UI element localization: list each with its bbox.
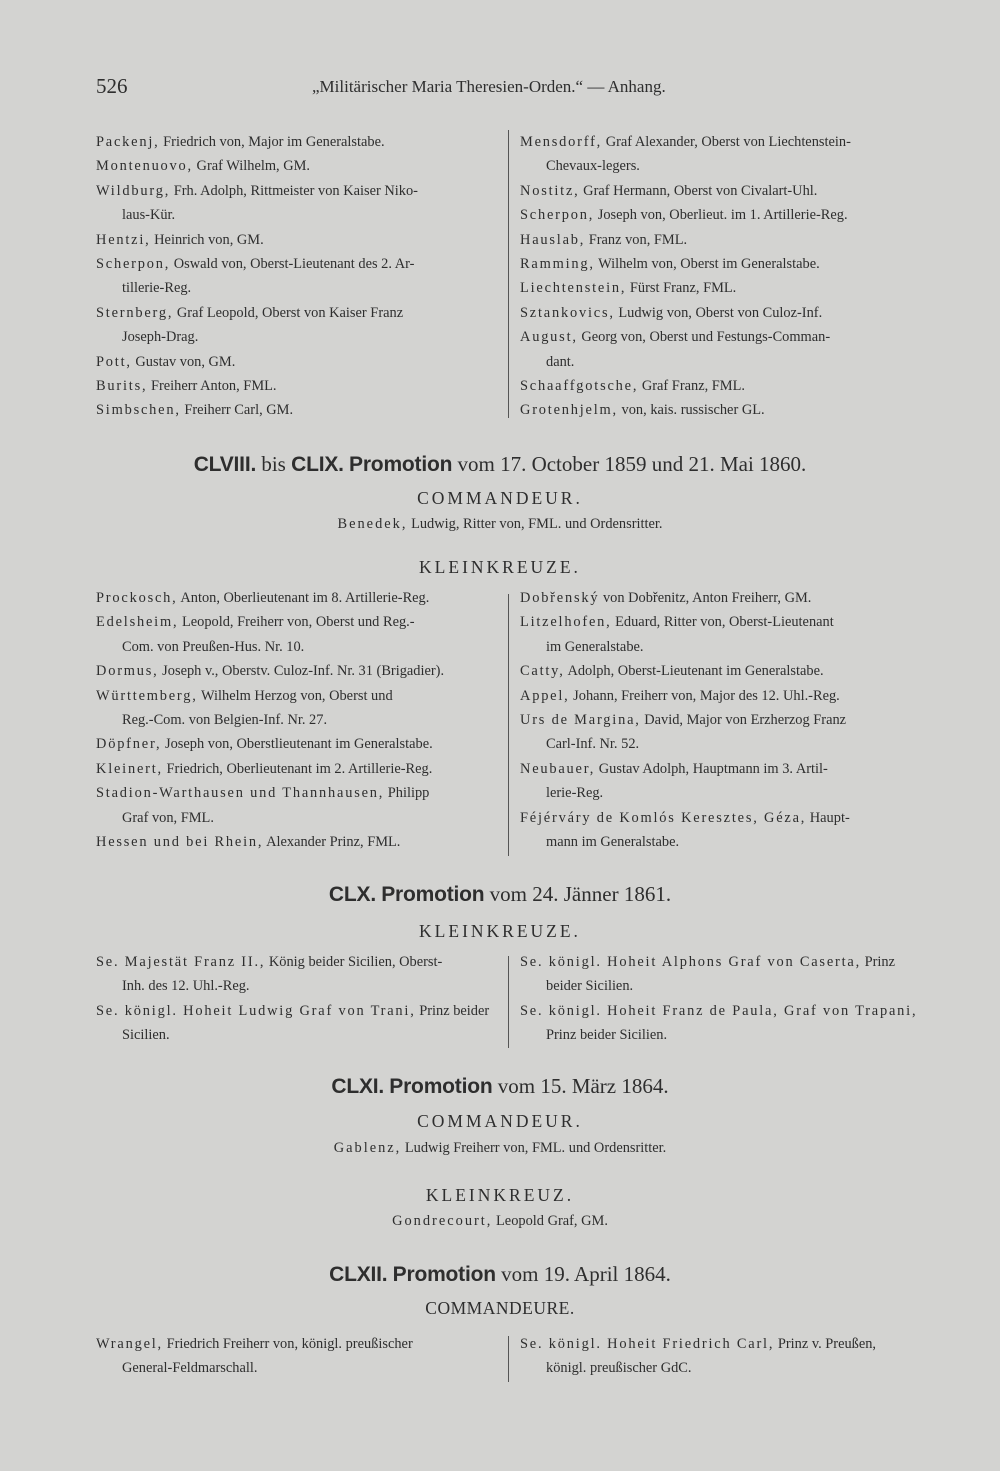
entry-text: Graf Wilhelm, GM. bbox=[192, 158, 311, 175]
entry-name: Stadion-Warthausen und Thannhausen, bbox=[96, 785, 385, 802]
list-entry bbox=[96, 610, 496, 659]
entry-name: Se. königl. Hoheit Friedrich Carl, bbox=[520, 1336, 775, 1352]
entry-name: Gablenz, bbox=[333, 1140, 402, 1156]
list-column-left bbox=[96, 586, 496, 854]
entry-text: Friedrich von, Major im Generalstabe. bbox=[159, 134, 385, 150]
list-entry bbox=[96, 950, 496, 999]
list-column-left bbox=[96, 130, 496, 423]
entry-text: Haupt- bbox=[806, 809, 850, 826]
entry-continuation: im Generalstabe. bbox=[546, 638, 644, 655]
list-entry bbox=[520, 950, 918, 999]
list-entry bbox=[520, 1332, 918, 1381]
list-block-1 bbox=[96, 130, 918, 430]
commandeur-entry bbox=[0, 516, 1000, 533]
list-entry bbox=[520, 684, 918, 708]
entry-text: Wilhelm von, Oberst im Generalstabe. bbox=[594, 256, 820, 273]
promotion-date: vom 19. April 1864. bbox=[501, 1262, 671, 1286]
entry-name: Se. königl. Hoheit Ludwig Graf von Trani, bbox=[96, 1002, 416, 1019]
entry-text: Gustav Adolph, Hauptmann im 3. Artil- bbox=[595, 760, 828, 777]
entry-text: Graf Franz, FML. bbox=[638, 378, 745, 395]
entry-name: Se. königl. Hoheit Alphons Graf von Caserta, bbox=[520, 954, 861, 970]
list-entry bbox=[96, 398, 496, 422]
list-entry bbox=[96, 154, 496, 178]
entry-name: Edelsheim, bbox=[96, 614, 179, 631]
list-column-left bbox=[96, 950, 496, 1048]
section-heading-clxi bbox=[0, 1074, 1000, 1099]
entry-continuation: Inh. des 12. Uhl.-Reg. bbox=[122, 978, 250, 995]
entry-text: Prinz v. Preußen, bbox=[774, 1336, 877, 1352]
entry-text: Leopold Graf, GM. bbox=[496, 1213, 608, 1229]
list-entry bbox=[520, 203, 918, 227]
list-column-right bbox=[520, 130, 918, 423]
entry-text: Prinz bbox=[861, 954, 895, 970]
promotion-word: Promotion bbox=[349, 453, 453, 476]
entry-text: Friedrich Freiherr von, königl. preußischer bbox=[162, 1336, 413, 1352]
section-heading-clviii bbox=[0, 452, 1000, 477]
entry-name: Scherpon, bbox=[96, 256, 171, 273]
list-entry bbox=[520, 374, 918, 398]
entry-text: Oswald von, Oberst-Lieutenant des 2. Ar- bbox=[170, 256, 415, 273]
list-entry bbox=[520, 610, 918, 659]
entry-name: Wrangel, bbox=[96, 1336, 163, 1352]
entry-name: Hessen und bei Rhein, bbox=[96, 834, 264, 851]
entry-text: Graf Hermann, Oberst von Civalart-Uhl. bbox=[579, 182, 818, 199]
entry-name: Dobřenský bbox=[520, 590, 600, 606]
entry-text: Joseph von, Oberlieut. im 1. Artillerie-Reg. bbox=[594, 207, 848, 224]
entry-continuation: Reg.-Com. von Belgien-Inf. Nr. 27. bbox=[122, 712, 328, 729]
entry-name: Prockosch, bbox=[96, 590, 178, 606]
entry-continuation: tillerie-Reg. bbox=[122, 280, 192, 297]
list-entry bbox=[520, 276, 918, 300]
entry-name: Sztankovics, bbox=[520, 304, 615, 321]
list-entry bbox=[96, 350, 496, 374]
list-entry bbox=[520, 806, 918, 855]
entry-name: Scherpon, bbox=[520, 207, 595, 224]
list-entry bbox=[520, 659, 918, 683]
entry-name: August, bbox=[520, 329, 578, 346]
entry-text: Adolph, Oberst-Lieutenant im Generalstabe. bbox=[564, 663, 824, 680]
entry-name: Montenuovo, bbox=[96, 158, 193, 175]
entry-name: Ramming, bbox=[520, 256, 595, 273]
entry-continuation: beider Sicilien. bbox=[546, 978, 634, 995]
entry-text: David, Major von Erzherzog Franz bbox=[640, 712, 847, 729]
list-entry bbox=[96, 659, 496, 683]
promotion-date: vom 24. Jänner 1861. bbox=[489, 882, 672, 906]
list-entry bbox=[96, 228, 496, 252]
promotion-word: Promotion bbox=[392, 1263, 496, 1286]
entry-text: Johann, Freiherr von, Major des 12. Uhl.-Reg. bbox=[569, 687, 840, 704]
list-column-right bbox=[520, 1332, 918, 1381]
entry-name: Packenj, bbox=[96, 134, 160, 150]
entry-continuation: dant. bbox=[546, 353, 575, 370]
list-entry bbox=[96, 830, 496, 854]
entry-text: Gustav von, GM. bbox=[131, 353, 236, 370]
entry-text: Fürst Franz, FML. bbox=[626, 280, 737, 297]
promotion-date: vom 15. März 1864. bbox=[497, 1074, 669, 1098]
entry-text: Franz von, FML. bbox=[585, 231, 688, 248]
list-entry bbox=[96, 252, 496, 301]
entry-name: Litzelhofen, bbox=[520, 614, 612, 631]
column-divider bbox=[508, 130, 509, 418]
entry-name: Neubauer, bbox=[520, 760, 596, 777]
list-entry bbox=[520, 586, 918, 610]
roman-numeral-b: CLIX. bbox=[291, 453, 344, 476]
section-heading-clx bbox=[0, 882, 1000, 907]
entry-name: Urs de Margina, bbox=[520, 712, 641, 729]
entry-text: Wilhelm Herzog von, Oberst und bbox=[197, 687, 393, 704]
entry-continuation: laus-Kür. bbox=[122, 207, 176, 224]
subheading-commandeure: COMMANDEURE. bbox=[425, 1298, 575, 1318]
list-entry bbox=[96, 301, 496, 350]
entry-text: Philipp bbox=[384, 785, 430, 802]
entry-text: Prinz beider bbox=[415, 1002, 490, 1019]
entry-name: Sternberg, bbox=[96, 304, 174, 321]
entry-name: Se. Majestät Franz II., bbox=[96, 954, 266, 970]
list-entry bbox=[520, 252, 918, 276]
list-entry bbox=[520, 398, 918, 422]
page-header bbox=[96, 74, 916, 104]
entry-text: Alexander Prinz, FML. bbox=[263, 834, 401, 851]
list-entry bbox=[520, 708, 918, 757]
entry-name: Simbschen, bbox=[96, 402, 181, 419]
list-entry bbox=[520, 228, 918, 252]
list-entry bbox=[520, 301, 918, 325]
section-heading-clxii bbox=[0, 1262, 1000, 1287]
entry-name: Grotenhjelm, bbox=[520, 402, 618, 419]
entry-name: Burits, bbox=[96, 378, 148, 395]
entry-text: Freiherr Anton, FML. bbox=[147, 378, 277, 395]
entry-name: Hauslab, bbox=[520, 231, 586, 248]
promotion-date: vom 17. October 1859 und 21. Mai 1860. bbox=[457, 452, 807, 476]
entry-text: Joseph von, Oberstlieutenant im Generalstabe. bbox=[161, 736, 433, 753]
commandeur-entry bbox=[0, 1140, 1000, 1157]
subheading-commandeur: COMMANDEUR. bbox=[417, 488, 583, 508]
entry-name: Féjérváry de Komlós Keresztes, Géza, bbox=[520, 809, 807, 826]
entry-text: Anton, Oberlieutenant im 8. Artillerie-Reg. bbox=[177, 590, 430, 606]
page-number: 526 bbox=[96, 74, 128, 98]
roman-numeral: CLXI. bbox=[331, 1075, 385, 1098]
entry-continuation: mann im Generalstabe. bbox=[546, 834, 680, 851]
entry-name: Wildburg, bbox=[96, 182, 171, 199]
list-block-2 bbox=[96, 586, 918, 856]
roman-numeral: CLX. bbox=[328, 883, 376, 906]
list-block-4 bbox=[96, 1332, 918, 1392]
list-entry bbox=[96, 684, 496, 733]
running-title: „Militärischer Maria Theresien-Orden.“ — Anhang. bbox=[312, 77, 666, 96]
entry-name: Kleinert, bbox=[96, 760, 163, 777]
list-entry bbox=[96, 374, 496, 398]
entry-name: Mensdorff, bbox=[520, 134, 603, 150]
list-entry bbox=[520, 130, 918, 179]
list-entry bbox=[96, 732, 496, 756]
entry-name: Appel, bbox=[520, 687, 570, 704]
list-column-left bbox=[96, 1332, 496, 1381]
subheading-kleinkreuze: KLEINKREUZE. bbox=[419, 557, 581, 577]
entry-name: Nostitz, bbox=[520, 182, 580, 199]
list-entry bbox=[96, 757, 496, 781]
list-entry bbox=[96, 130, 496, 154]
entry-text: von Dobřenitz, Anton Freiherr, GM. bbox=[599, 590, 812, 606]
entry-continuation: Com. von Preußen-Hus. Nr. 10. bbox=[122, 638, 305, 655]
list-entry bbox=[520, 757, 918, 806]
heading-connector: bis bbox=[261, 452, 286, 476]
promotion-word: Promotion bbox=[389, 1075, 493, 1098]
entry-name: Benedek, bbox=[337, 516, 408, 532]
list-block-3 bbox=[96, 950, 918, 1050]
entry-name: Pott, bbox=[96, 353, 132, 370]
list-entry bbox=[520, 999, 918, 1048]
entry-name: Württemberg, bbox=[96, 687, 198, 704]
list-entry bbox=[520, 325, 918, 374]
entry-continuation: Sicilien. bbox=[122, 1027, 170, 1044]
list-entry bbox=[520, 179, 918, 203]
entry-name: Hentzi, bbox=[96, 231, 151, 248]
entry-text: König beider Sicilien, Oberst- bbox=[265, 954, 443, 970]
entry-text: Leopold, Freiherr von, Oberst und Reg.- bbox=[178, 614, 415, 631]
entry-name: Schaaffgotsche, bbox=[520, 378, 639, 395]
promotion-word: Promotion bbox=[381, 883, 485, 906]
entry-name: Gondrecourt, bbox=[392, 1213, 493, 1229]
entry-continuation: lerie-Reg. bbox=[546, 785, 604, 802]
subheading-kleinkreuze: KLEINKREUZE. bbox=[419, 921, 581, 941]
list-entry bbox=[96, 781, 496, 830]
entry-text: Ludwig Freiherr von, FML. und Ordensritter. bbox=[404, 1140, 667, 1156]
list-entry bbox=[96, 179, 496, 228]
entry-name: Liechtenstein, bbox=[520, 280, 627, 297]
entry-text: von, kais. russischer GL. bbox=[617, 402, 765, 419]
list-column-right bbox=[520, 586, 918, 854]
entry-continuation: Chevaux-legers. bbox=[546, 158, 640, 175]
subheading-commandeur: COMMANDEUR. bbox=[417, 1111, 583, 1131]
entry-text: Graf Leopold, Oberst von Kaiser Franz bbox=[173, 304, 404, 321]
column-divider bbox=[508, 956, 509, 1048]
column-divider bbox=[508, 1336, 509, 1382]
entry-name: Se. königl. Hoheit Franz de Paula, Graf von Trapani, bbox=[520, 1002, 918, 1019]
entry-continuation: Joseph-Drag. bbox=[122, 329, 199, 346]
entry-text: Friedrich, Oberlieutenant im 2. Artillerie-Reg. bbox=[162, 760, 433, 777]
roman-numeral-a: CLVIII. bbox=[193, 453, 257, 476]
column-divider bbox=[508, 594, 509, 856]
list-column-right bbox=[520, 950, 918, 1048]
list-entry bbox=[96, 999, 496, 1048]
entry-text: Heinrich von, GM. bbox=[150, 231, 264, 248]
entry-continuation: Carl-Inf. Nr. 52. bbox=[546, 736, 640, 753]
entry-continuation: Prinz beider Sicilien. bbox=[546, 1027, 668, 1044]
entry-text: Joseph v., Oberstv. Culoz-Inf. Nr. 31 (Brigadier). bbox=[158, 663, 445, 680]
entry-text: Georg von, Oberst und Festungs-Comman- bbox=[577, 329, 831, 346]
entry-continuation: königl. preußischer GdC. bbox=[546, 1360, 692, 1377]
entry-name: Döpfner, bbox=[96, 736, 162, 753]
list-entry bbox=[96, 1332, 496, 1381]
entry-text: Freiherr Carl, GM. bbox=[180, 402, 294, 419]
entry-text: Ludwig von, Oberst von Culoz-Inf. bbox=[614, 304, 823, 321]
entry-text: Ludwig, Ritter von, FML. und Ordensritter. bbox=[411, 516, 663, 532]
entry-continuation: General-Feldmarschall. bbox=[122, 1360, 258, 1377]
entry-text: Frh. Adolph, Rittmeister von Kaiser Niko- bbox=[170, 182, 418, 199]
entry-text: Graf Alexander, Oberst von Liechtenstein- bbox=[602, 134, 851, 150]
kleinkreuz-entry bbox=[0, 1213, 1000, 1230]
entry-name: Catty, bbox=[520, 663, 565, 680]
entry-text: Eduard, Ritter von, Oberst-Lieutenant bbox=[611, 614, 834, 631]
roman-numeral: CLXII. bbox=[329, 1263, 388, 1286]
list-entry bbox=[96, 586, 496, 610]
entry-continuation: Graf von, FML. bbox=[122, 809, 214, 826]
entry-name: Dormus, bbox=[96, 663, 159, 680]
subheading-kleinkreuz: KLEINKREUZ. bbox=[425, 1185, 575, 1205]
